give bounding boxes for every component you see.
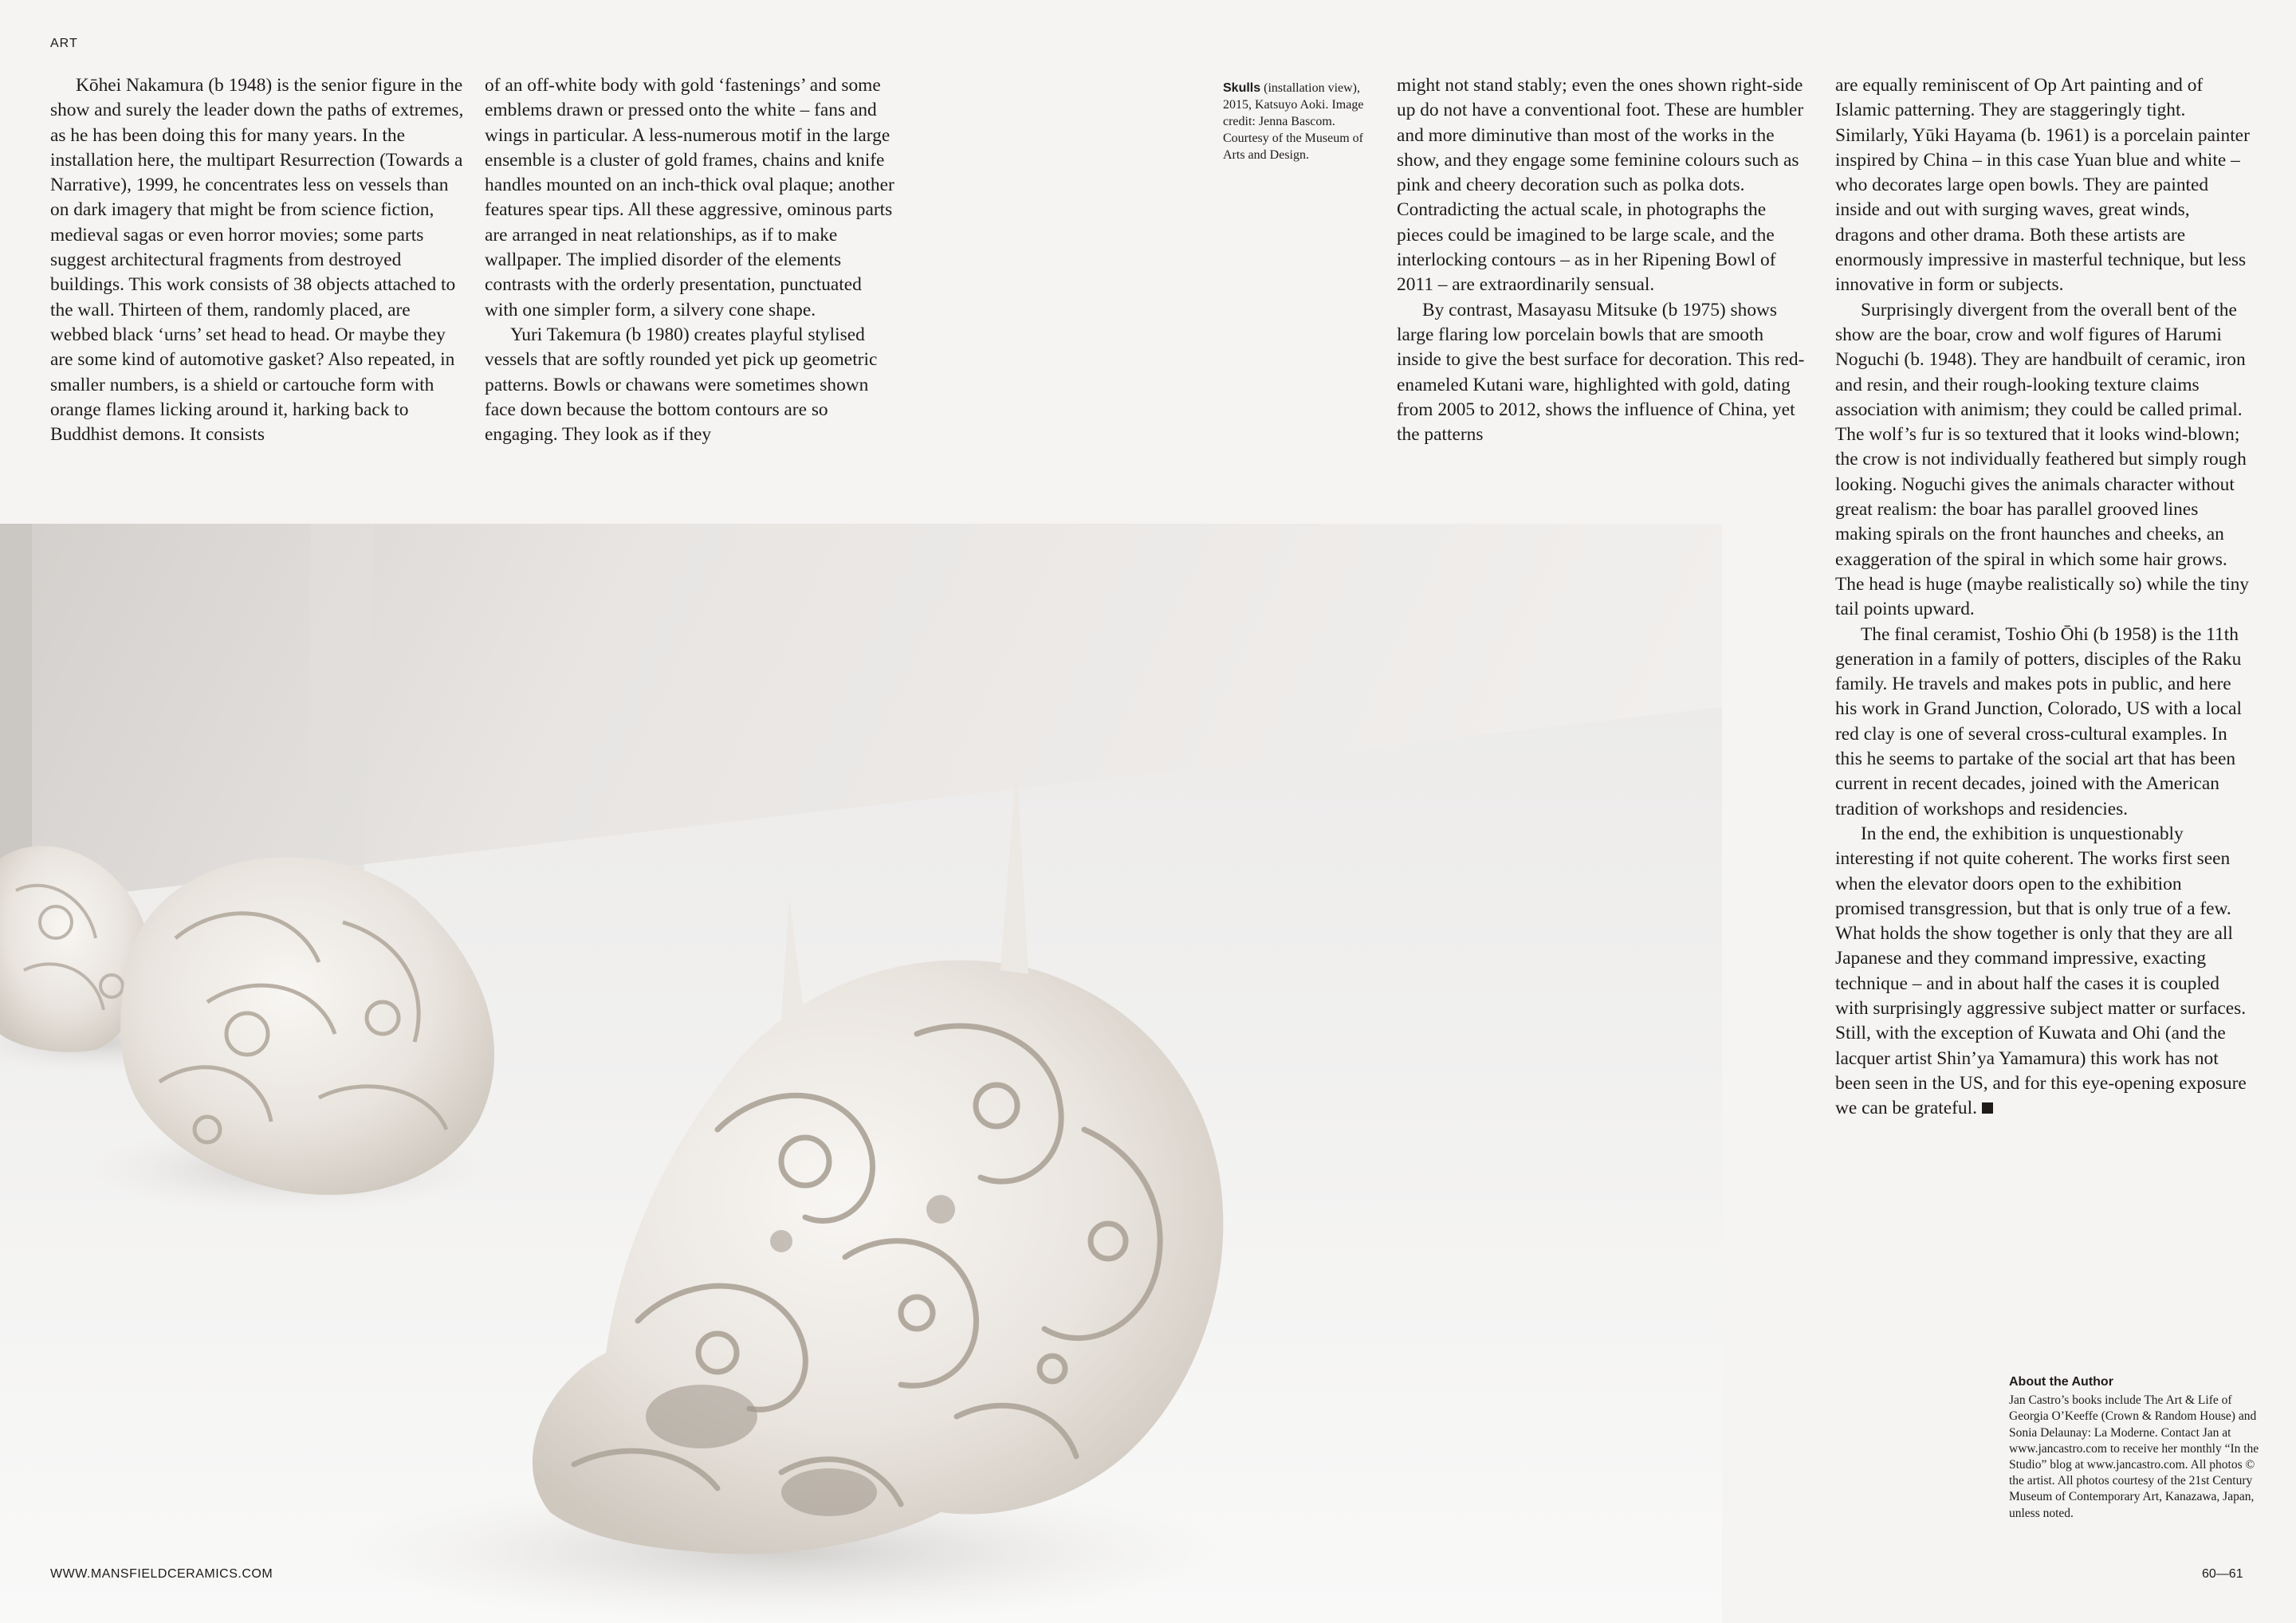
about-text: Jan Castro’s books include The Art & Life of Georgia O’Keeffe (Crown & Random House) and Sonia Delaunay: La Moderne. Contact Jan at www.jancastro.com to receive her monthly “In the Studio” blog at www.jancastro.com. All photos © the artist. All photos courtesy of the 21st Century Museum of Contemporary Art, Kanazawa, Japan, unless noted. — [2009, 1393, 2259, 1520]
article-column-3 — [1397, 73, 1811, 447]
caption-text: (installation view), 2015, Katsuyo Aoki. Image credit: Jenna Bascom. Courtesy of the Museum of Arts and Design. — [1223, 81, 1364, 162]
paragraph-text: In the end, the exhibition is unquestionably interesting if not quite coherent. The works first seen when the elevator doors open to the exhibition promised transgression, but that is only true of a few. What holds the show together is only that they are all Japanese and they command impressive, exacting technique – and in about half the cases it is coupled with surprisingly aggressive subject matter or surfaces. Still, with the exception of Kuwata and Ohi (and the lacquer artist Shin’ya Yamamura) this work has not been seen in the US, and for this eye-opening exposure we can be grateful. — [1835, 823, 2247, 1119]
paragraph: Surprisingly divergent from the overall bent of the show are the boar, crow and wolf figures of Harumi Noguchi (b. 1948). They are handbuilt of ceramic, iron and resin, and their rough-looking texture claims association with animism; they could be called primal. The wolf’s fur is so textured that it looks wind-blown; the crow is not individually feathered but simply rough looking. Noguchi gives the animals character without great realism: the boar has parallel grooved lines making spirals on the front haunches and cheeks, an exaggeration of the spiral in which some hair grows. The head is huge (maybe realistically so) while the tiny tail points upward. — [1835, 299, 2249, 620]
paragraph: By contrast, Masayasu Mitsuke (b 1975) shows large flaring low porcelain bowls that are smooth inside to give the best surface for decoration. This red-enameled Kutani ware, highlighted with gold, dating from 2005 to 2012, shows the influence of China, yet the patterns — [1397, 299, 1805, 446]
paragraph: are equally reminiscent of Op Art painting and of Islamic patterning. They are staggeringly tight. Similarly, Yūki Hayama (b. 1961) is a porcelain painter inspired by China – in this case Yuan blue and white – who decorates large open bowls. They are painted inside and out with surging waves, great winds, dragons and other drama. Both these artists are enormously impressive in masterful technique, but less innovative in form or subjects. — [1835, 75, 2250, 296]
paragraph: Kōhei Nakamura (b 1948) is the senior figure in the show and surely the leader down the paths of extremes, as he has been doing this for many years. In the installation here, the multipart Resurrection (Towards a Narrative), 1999, he concentrates less on vessels than on dark imagery that might be from science fiction, medieval sagas or even horror movies; some parts suggest architectural fragments from destroyed buildings. This work consists of 38 objects attached to the wall. Thirteen of them, randomly placed, are webbed black ‘urns’ set head to head. Or maybe they are some kind of automotive gasket? Also repeated, in smaller numbers, is a shield or cartouche form with orange flames licking around it, harking back to Buddhist demons. It consists — [50, 75, 464, 446]
paragraph: of an off-white body with gold ‘fastenings’ and some emblems drawn or pressed onto the white – fans and wings in particular. A less-numerous motif in the large ensemble is a cluster of gold frames, chains and knife handles mounted on an inch-thick oval plaque; another features spear tips. All these aggressive, ominous parts are arranged in neat relationships, as if to make wallpaper. The implied disorder of the elements contrasts with the orderly presentation, punctuated with one simpler form, a silvery cone shape. — [485, 75, 894, 320]
caption-title: Skulls — [1223, 81, 1261, 95]
paragraph: Yuri Takemura (b 1980) creates playful stylised vessels that are softly rounded yet pick up geometric patterns. Bowls or chawans were sometimes shown face down because the bottom contours are so engaging. They look as if they — [485, 324, 878, 446]
article-column-4 — [1835, 73, 2253, 1121]
section-label: ART — [50, 37, 78, 50]
about-title: About the Author — [2009, 1375, 2113, 1389]
page-numbers: 60—61 — [2202, 1567, 2243, 1581]
end-mark-icon — [1982, 1102, 1993, 1114]
article-column-2 — [485, 73, 899, 447]
footer-website: WWW.MANSFIELDCERAMICS.COM — [50, 1567, 273, 1581]
paragraph: The final ceramist, Toshio Ōhi (b 1958) is the 11th generation in a family of potters, disciples of the Raku family. He travels and makes pots in public, and here his work in Grand Junction, Colorado, US with a local red clay is one of several cross-cultural examples. In this he seems to partake of the social art that has been current in recent decades, joined with the American tradition of workshops and residencies. — [1835, 623, 2242, 819]
skulls-photo — [0, 524, 1722, 1623]
paragraph — [1835, 822, 2253, 1122]
photo-caption — [1223, 80, 1376, 163]
about-the-author — [2009, 1374, 2272, 1522]
paragraph: might not stand stably; even the ones shown right-side up do not have a conventional foot. These are humbler and more diminutive than most of the works in the show, and they engage some feminine colours such as pink and cheery decoration such as polka dots. Contradicting the actual scale, in photographs the pieces could be imagined to be large scale, and the interlocking contours – as in her Ripening Bowl of 2011 – are extraordinarily sensual. — [1397, 75, 1804, 296]
article-column-1 — [50, 73, 465, 447]
